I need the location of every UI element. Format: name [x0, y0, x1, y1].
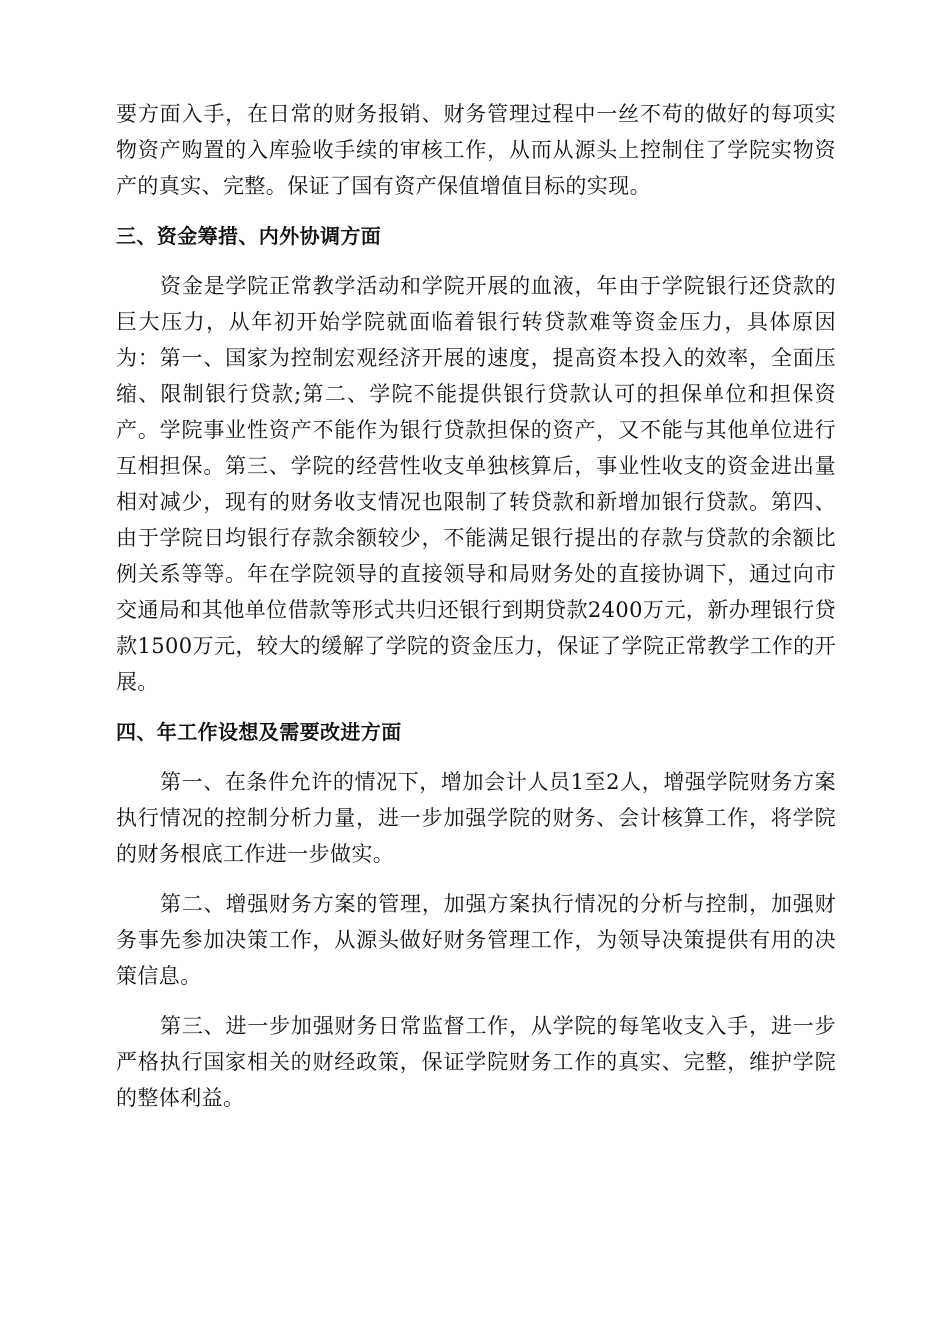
section-heading-funding: 三、资金筹措、内外协调方面: [116, 224, 382, 248]
paragraph-plan-2: 第二、增强财务方案的管理，加强方案执行情况的分析与控制，加强财务事先参加决策工作，从源头做好财务管理工作，为领导决策提供有用的决策信息。: [116, 892, 836, 988]
paragraph-plan-3: 第三、进一步加强财务日常监督工作，从学院的每笔收支入手，进一步严格执行国家相关的财经政策，保证学院财务工作的真实、完整，维护学院的整体利益。: [116, 1014, 836, 1110]
document-page: [116, 96, 836, 1116]
paragraph-continued: 要方面入手，在日常的财务报销、财务管理过程中一丝不苟的做好的每项实物资产购置的入库验收手续的审核工作，从而从源头上控制住了学院实物资产的真实、完整。保证了国有资产保值增值目标的实现。: [116, 102, 836, 198]
paragraph-funding: 资金是学院正常教学活动和学院开展的血液，年由于学院银行还贷款的巨大压力，从年初开始学院就面临着银行转贷款难等资金压力，具体原因为：第一、国家为控制宏观经济开展的速度，提高资本投入的效率，全面压缩、限制银行贷款;第二、学院不能提供银行贷款认可的担保单位和担保资产。学院事业性资产不能作为银行贷款担保的资产，又不能与其他单位进行互相担保。第三、学院的经营性收支单独核算后，事业性收支的资金进出量相对减少，现有的财务收支情况也限制了转贷款和新增加银行贷款。第四、由于学院日均银行存款余额较少，不能满足银行提出的存款与贷款的余额比例关系等等。年在学院领导的直接领导和局财务处的直接协调下，通过向市交通局和其他单位借款等形式共归还银行到期贷款2400万元，新办理银行贷款1500万元，较大的缓解了学院的资金压力，保证了学院正常教学工作的开展。: [116, 274, 836, 694]
paragraph-plan-1: 第一、在条件允许的情况下，增加会计人员1至2人，增强学院财务方案执行情况的控制分析力量，进一步加强学院的财务、会计核算工作，将学院的财务根底工作进一步做实。: [116, 770, 836, 866]
section-heading-plans: 四、年工作设想及需要改进方面: [116, 720, 402, 744]
